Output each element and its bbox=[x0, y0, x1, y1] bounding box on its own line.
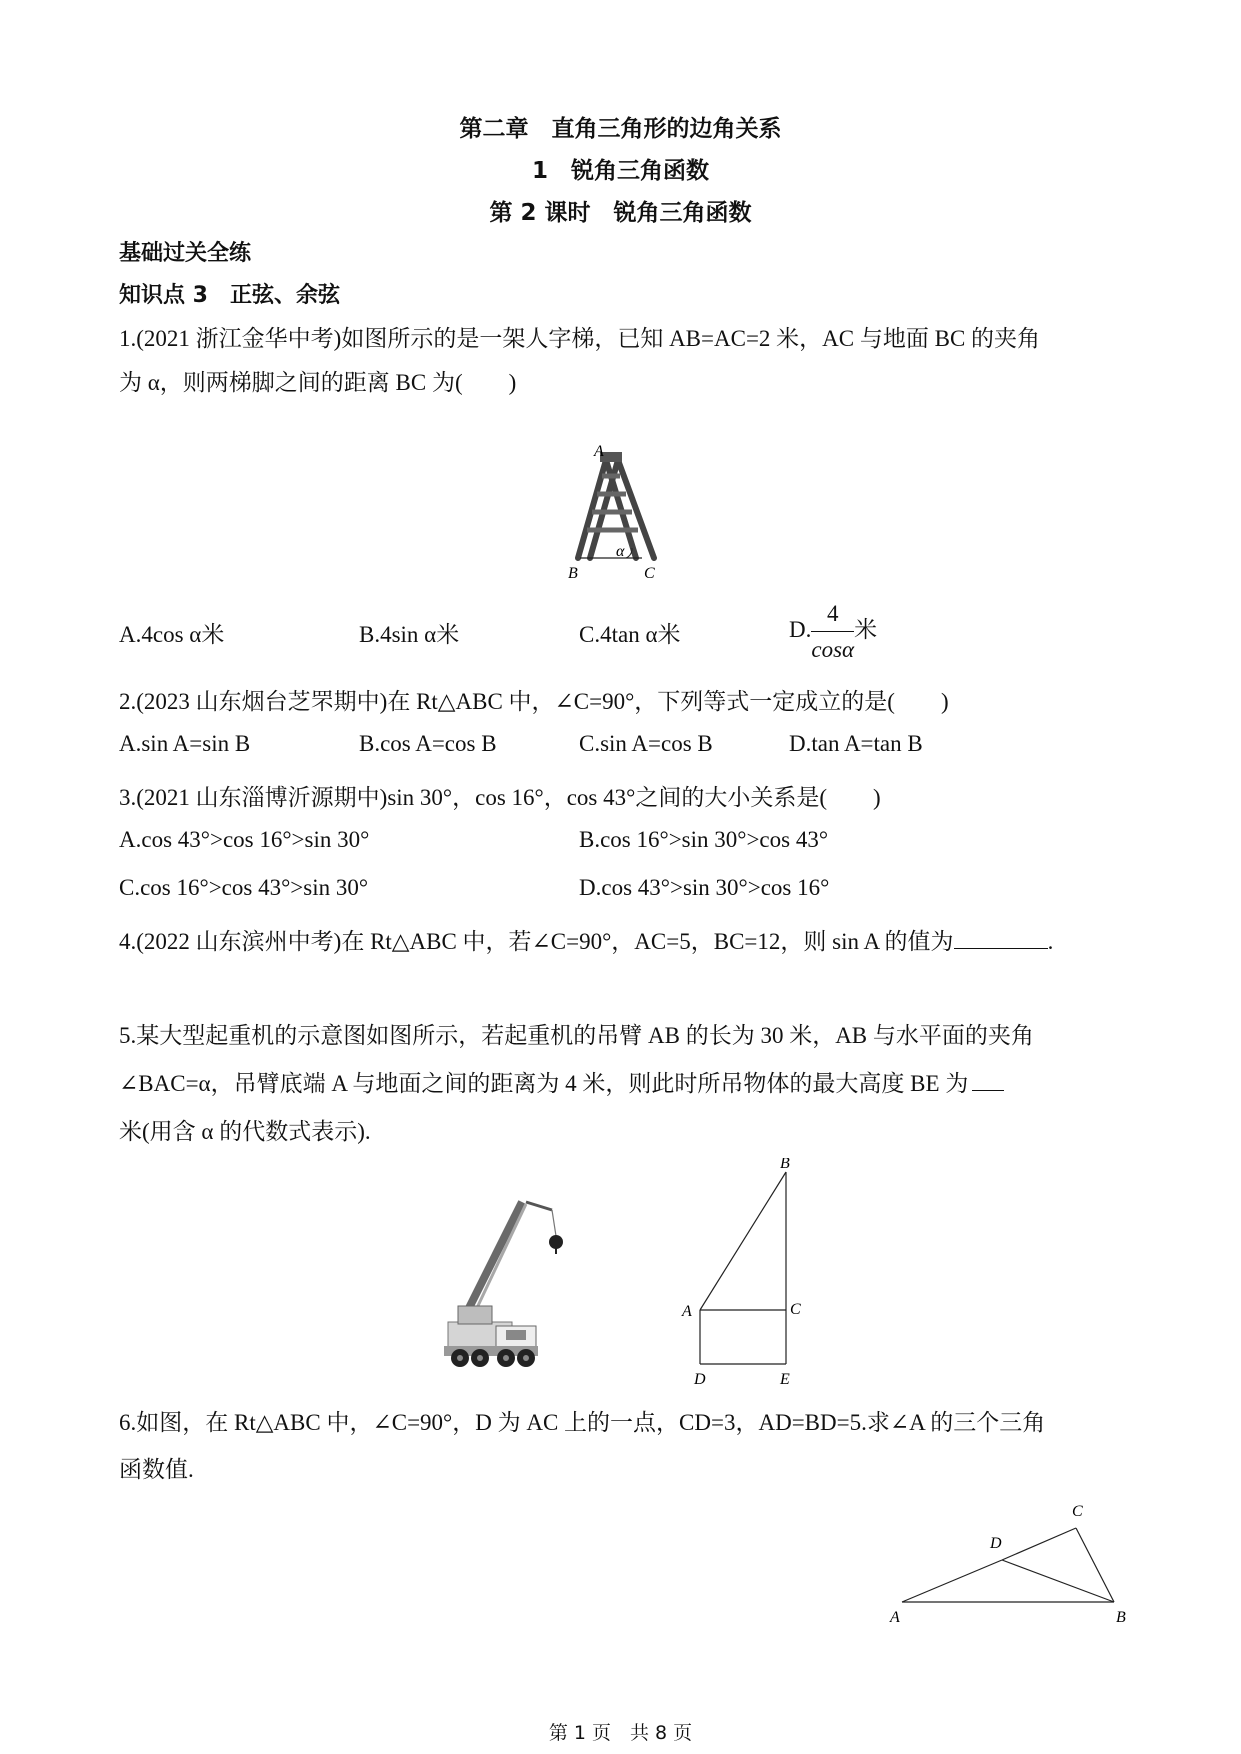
q6-stem-line2: 函数值. bbox=[119, 1457, 194, 1482]
chapter-title: 第二章 直角三角形的边角关系 bbox=[459, 116, 782, 142]
q5-stem-line1: 5.某大型起重机的示意图如图所示，若起重机的吊臂 AB 的长为 30 米，AB 与水平面的夹角 bbox=[119, 1023, 1034, 1048]
page-footer: 第 1 页 共 8 页 bbox=[548, 1722, 693, 1744]
practice-title: 基础过关全练 bbox=[119, 241, 252, 266]
crane-diagram bbox=[670, 1158, 810, 1388]
q1-option-d bbox=[789, 602, 877, 661]
q3-option-a: A.cos 43°>cos 16°>sin 30° bbox=[119, 827, 370, 852]
q5-stem-line2: ∠BAC=α，吊臂底端 A 与地面之间的距离为 4 米，则此时所吊物体的最大高度 BE 为 bbox=[119, 1071, 969, 1096]
q5-fig-label-D: D bbox=[694, 1371, 706, 1388]
q1-fig-label-alpha: α bbox=[616, 543, 625, 560]
q4-stem: 4.(2022 山东滨州中考)在 Rt△ABC 中，若∠C=90°，AC=5，BC=12，则 sin A 的值为 bbox=[119, 929, 954, 954]
crane-photo bbox=[440, 1190, 575, 1375]
q6-fig-label-A: A bbox=[890, 1609, 900, 1626]
q2-option-c: C.sin A=cos B bbox=[579, 731, 713, 756]
q1-option-a: A.4cos α米 bbox=[119, 622, 225, 647]
q5-fig-label-C: C bbox=[790, 1301, 801, 1318]
q3-option-d: D.cos 43°>sin 30°>cos 16° bbox=[579, 875, 830, 900]
q1-fig-label-C: C bbox=[644, 565, 655, 582]
q5-fig-label-A: A bbox=[682, 1303, 692, 1320]
q5-stem-line3: 米(用含 α 的代数式表示). bbox=[119, 1119, 371, 1144]
lesson-title: 第 2 课时 锐角三角函数 bbox=[489, 200, 752, 226]
q1-option-d-denominator: cosα bbox=[811, 637, 855, 662]
q3-stem: 3.(2021 山东淄博沂源期中)sin 30°，cos 16°，cos 43°之间的大小关系是( ) bbox=[119, 785, 881, 810]
q1-option-d-suffix: 米 bbox=[854, 616, 878, 642]
q2-option-b: B.cos A=cos B bbox=[359, 731, 497, 756]
q2-stem: 2.(2023 山东烟台芝罘期中)在 Rt△ABC 中，∠C=90°，下列等式一定成立的是( ) bbox=[119, 689, 949, 714]
q2-option-a: A.sin A=sin B bbox=[119, 731, 251, 756]
q5-fig-label-B: B bbox=[780, 1158, 790, 1172]
q1-option-c: C.4tan α米 bbox=[579, 622, 681, 647]
q5-stem-line2-wrap bbox=[119, 1065, 1129, 1098]
q6-stem-line1: 6.如图，在 Rt△ABC 中，∠C=90°，D 为 AC 上的一点，CD=3，AD=BD=5.求∠A 的三个三角 bbox=[119, 1410, 1046, 1435]
q4-line bbox=[119, 923, 1129, 956]
q4-answer-blank bbox=[954, 926, 1048, 949]
q1-option-d-fraction bbox=[811, 602, 854, 661]
q1-stem-line2: 为 α，则两梯脚之间的距离 BC 为( ) bbox=[119, 370, 517, 395]
q1-fig-label-B: B bbox=[568, 565, 578, 582]
q1-option-d-prefix: D. bbox=[789, 616, 812, 642]
q1-option-d-numerator: 4 bbox=[811, 602, 854, 632]
q6-fig-label-C: C bbox=[1072, 1503, 1083, 1520]
q4-tail: . bbox=[1047, 929, 1054, 954]
q2-option-d: D.tan A=tan B bbox=[789, 731, 923, 756]
q1-stem-line1: 1.(2021 浙江金华中考)如图所示的是一架人字梯，已知 AB=AC=2 米，AC 与地面 BC 的夹角 bbox=[119, 326, 1041, 351]
q5-answer-blank bbox=[972, 1068, 1004, 1091]
q1-fig-label-A: A bbox=[594, 443, 604, 460]
q3-option-c: C.cos 16°>cos 43°>sin 30° bbox=[119, 875, 369, 900]
q5-fig-label-E: E bbox=[780, 1371, 790, 1388]
q3-option-b: B.cos 16°>sin 30°>cos 43° bbox=[579, 827, 829, 852]
knowledge-point-title: 知识点 3 正弦、余弦 bbox=[119, 283, 340, 308]
section-title: 1 锐角三角函数 bbox=[531, 158, 709, 184]
q6-fig-label-D: D bbox=[990, 1535, 1002, 1552]
ladder-figure bbox=[560, 440, 690, 590]
q6-fig-label-B: B bbox=[1116, 1609, 1126, 1626]
q1-option-b: B.4sin α米 bbox=[359, 622, 460, 647]
triangle-figure bbox=[880, 1490, 1130, 1630]
